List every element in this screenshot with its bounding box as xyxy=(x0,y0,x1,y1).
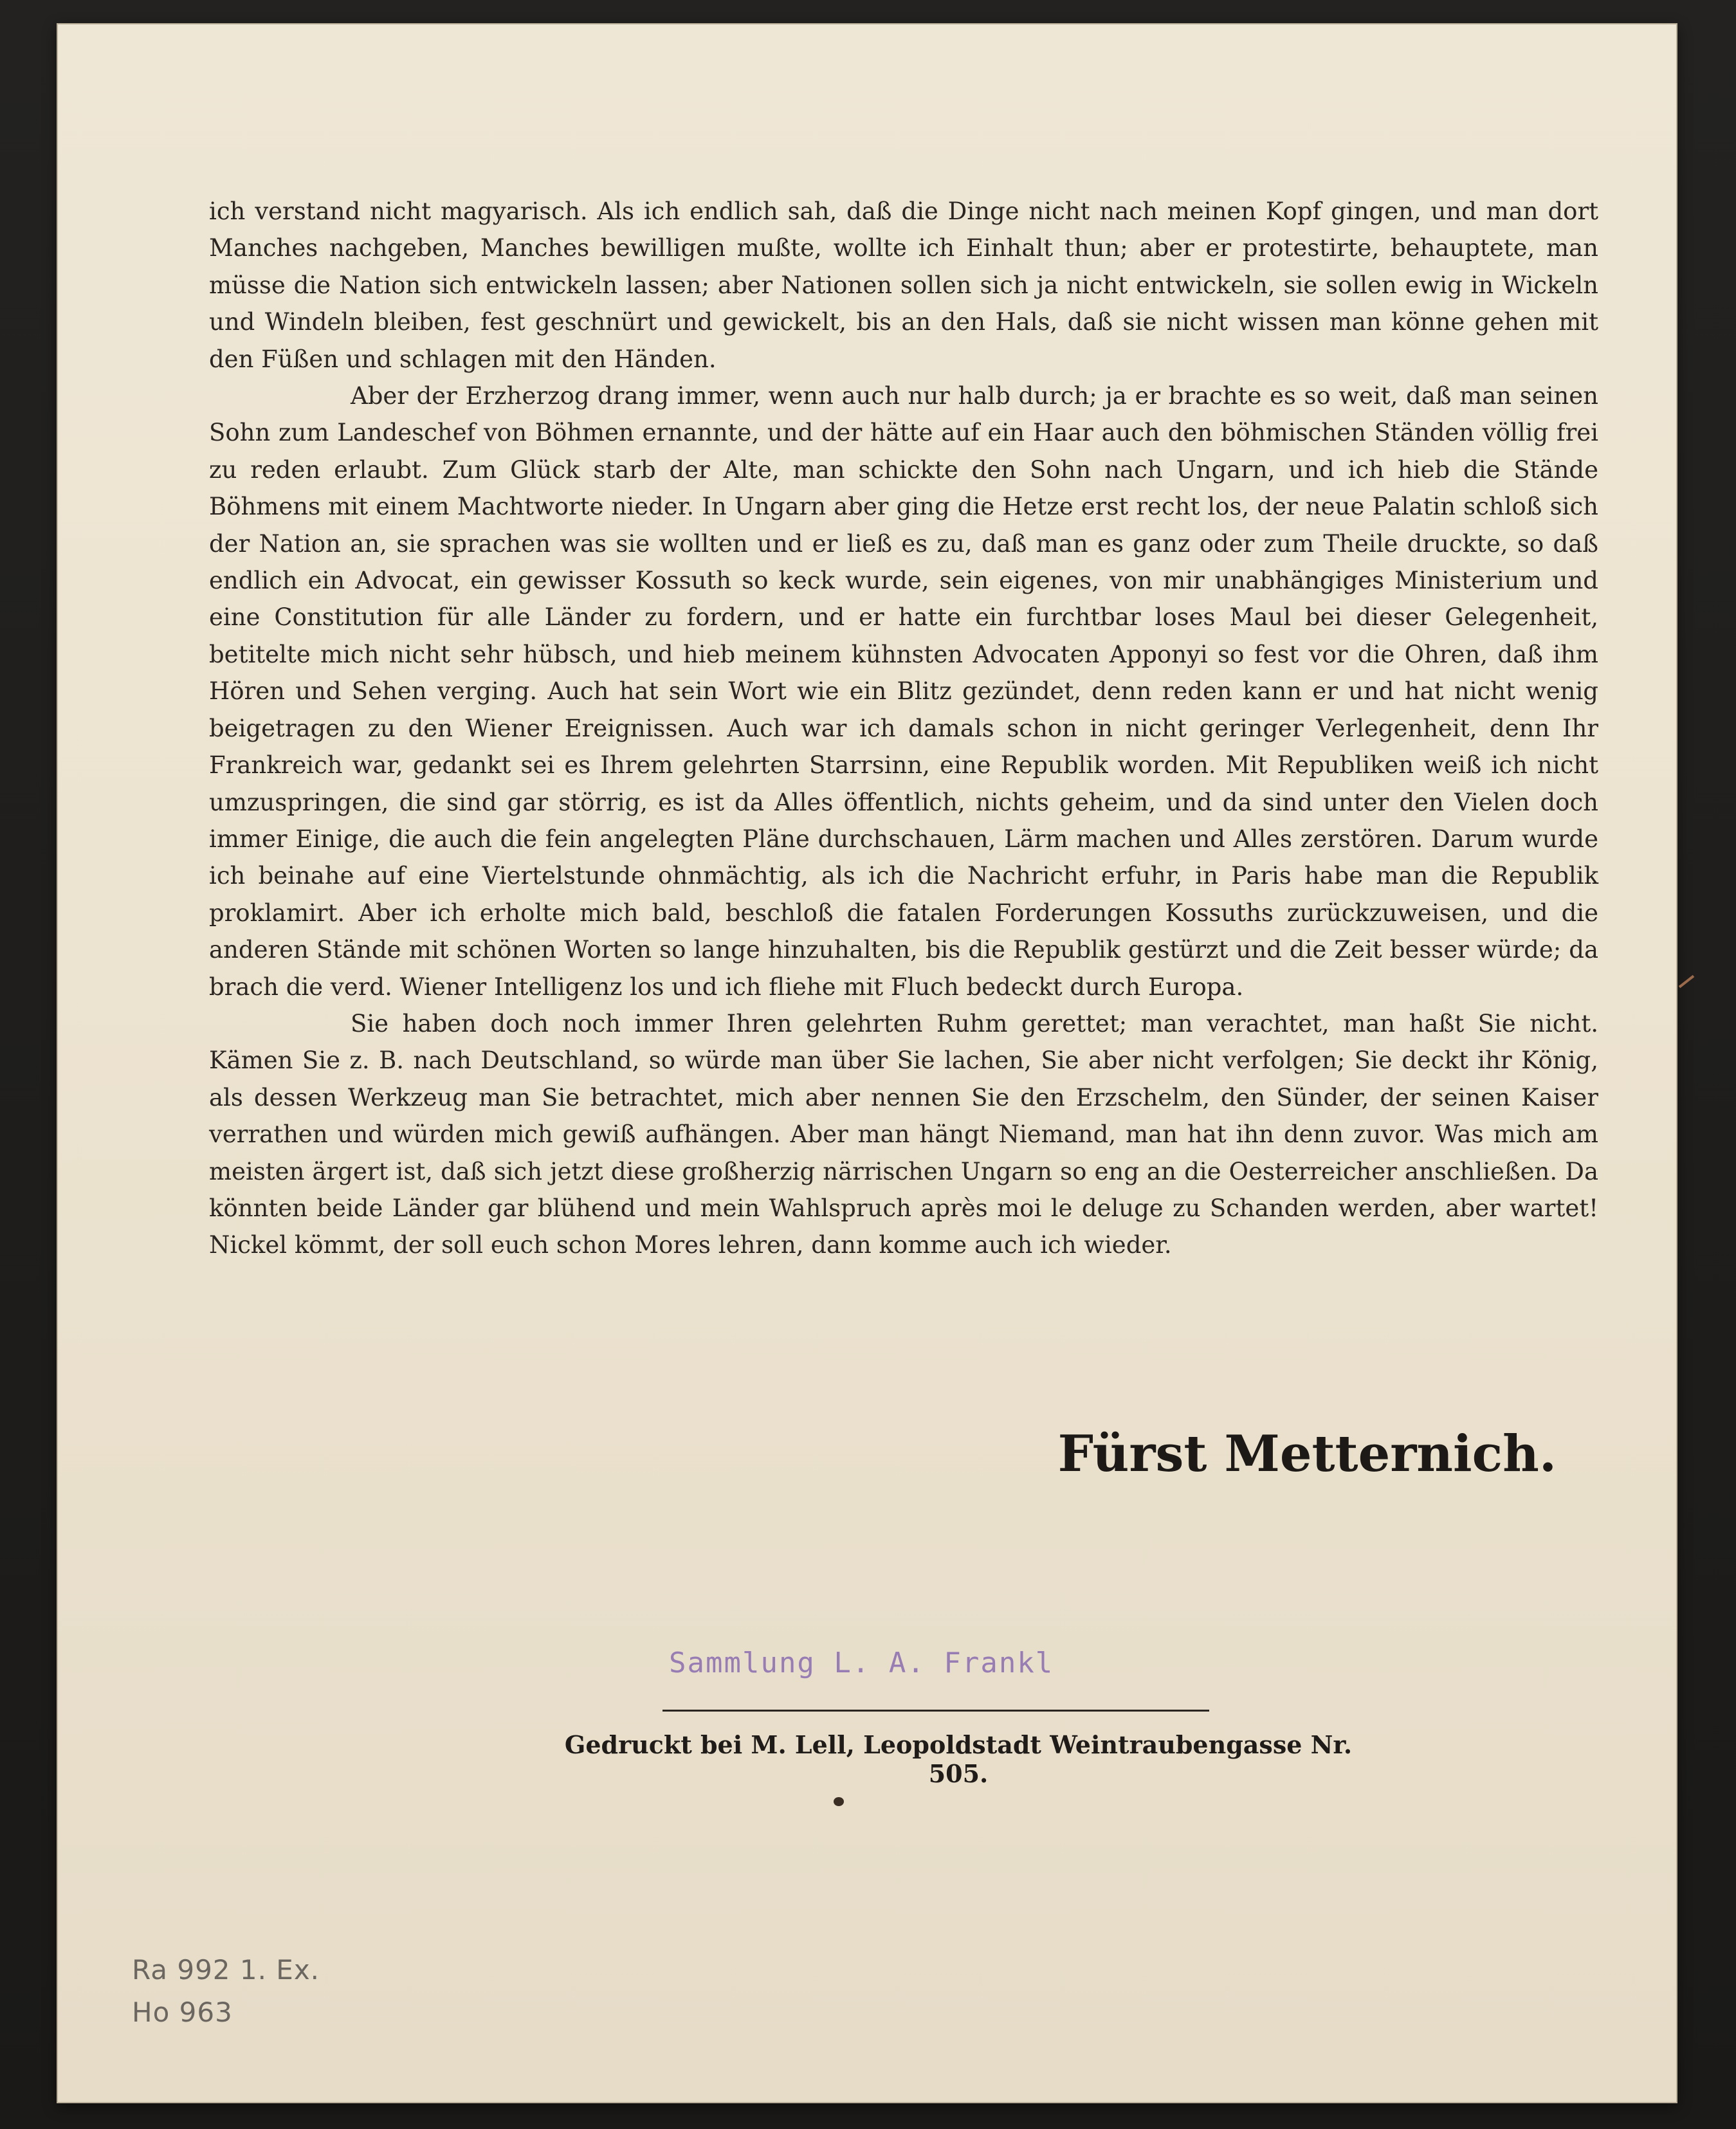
paragraph-3: Sie haben doch noch immer Ihren gelehrten Ruhm gerettet; man verachtet, man haßt Sie nicht. Kämen Sie z. B. nach Deutschland, so würde man über Sie lachen, Sie aber nicht verfolgen; Sie deckt ihr König, als dessen Werkzeug man Sie betrachtet, mich aber nennen Sie den Erzschelm, den Sünder, der seinen Kaiser verrathen und würden mich gewiß aufhängen. Aber man hängt Niemand, man hat ihn denn zuvor. Was mich am meisten ärgert ist, daß sich jetzt diese großherzig närrischen Ungarn so eng an die Oesterreicher anschließen. Da könnten beide Länder gar blühend und mein Wahlspruch après moi le deluge zu Schanden werden, aber wartet! Nickel kömmt, der soll euch schon Mores lehren, dann komme auch ich wieder. xyxy=(209,1009,1598,1259)
archive-mark-2: Ho 963 xyxy=(132,1997,233,2028)
printer-imprint: Gedruckt bei M. Lell, Leopoldstadt Weintraubengasse Nr. 505. xyxy=(564,1730,1353,1788)
signature: Fürst Metternich. xyxy=(1057,1425,1557,1483)
paragraph-2: Aber der Erzherzog drang immer, wenn auch nur halb durch; ja er brachte es so weit, daß man seinen Sohn zum Landeschef von Böhmen ernannte, und der hätte auf ein Haar auch den böhmischen Ständen völlig frei zu reden erlaubt. Zum Glück starb der Alte, man schickte den Sohn nach Ungarn, und ich hieb die Stände Böhmens mit einem Machtworte nieder. In Ungarn aber ging die Hetze erst recht los, der neue Palatin schloß sich der Nation an, sie sprachen was sie wollten und er ließ es zu, daß man es ganz oder zum Theile druckte, so daß endlich ein Advocat, ein gewisser Kossuth so keck wurde, sein eigenes, von mir unabhängiges Ministerium und eine Constitution für alle Länder zu fordern, und er hatte ein furchtbar loses Maul bei dieser Gelegenheit, betitelte mich nicht sehr hübsch, und hieb meinem kühnsten Advocaten Apponyi so fest vor die Ohren, daß ihm Hören und Sehen verging. Auch hat sein Wort wie ein Blitz gezündet, denn reden kann er und hat nicht wenig beigetragen zu den Wiener Ereignissen. Auch war ich damals schon in nicht geringer Verlegenheit, denn Ihr Frankreich war, gedankt sei es Ihrem gelehrten Starrsinn, eine Republik worden. Mit Republiken weiß ich nicht umzuspringen, die sind gar störrig, es ist da Alles öffentlich, nichts geheim, und da sind unter den Vielen doch immer Einige, die auch die fein angelegten Pläne durchschauen, Lärm machen und Alles zerstören. Darum wurde ich beinahe auf eine Viertelstunde ohnmächtig, als ich die Nachricht erfuhr, in Paris habe man die Republik proklamirt. Aber ich erholte mich bald, beschloß die fatalen Forderungen Kossuths zurückzuweisen, und die anderen Stände mit schönen Worten so lange hinzuhalten, bis die Republik gestürzt und die Zeit besser würde; da brach die verd. Wiener Intelligenz los und ich fliehe mit Fluch bedeckt durch Europa. xyxy=(209,382,1598,1001)
divider-rule xyxy=(662,1710,1209,1712)
collection-stamp: Sammlung L. A. Frankl xyxy=(669,1647,1054,1679)
archive-mark-1: Ra 992 1. Ex. xyxy=(132,1954,320,1986)
archive-marks xyxy=(132,1949,320,2034)
ink-spot xyxy=(834,1797,844,1806)
body-text xyxy=(209,193,1598,1264)
paragraph-1: ich verstand nicht magyarisch. Als ich endlich sah, daß die Dinge nicht nach meinen Kopf gingen, und man dort Manches nachgeben, Manches bewilligen mußte, wollte ich Einhalt thun; aber er protestirte, behauptete, man müsse die Nation sich entwickeln lassen; aber Nationen sollen sich ja nicht entwickeln, sie sollen ewig in Wickeln und Windeln bleiben, fest geschnürt und gewickelt, bis an den Hals, daß sie nicht wissen man könne gehen mit den Füßen und schlagen mit den Händen. xyxy=(209,197,1598,373)
